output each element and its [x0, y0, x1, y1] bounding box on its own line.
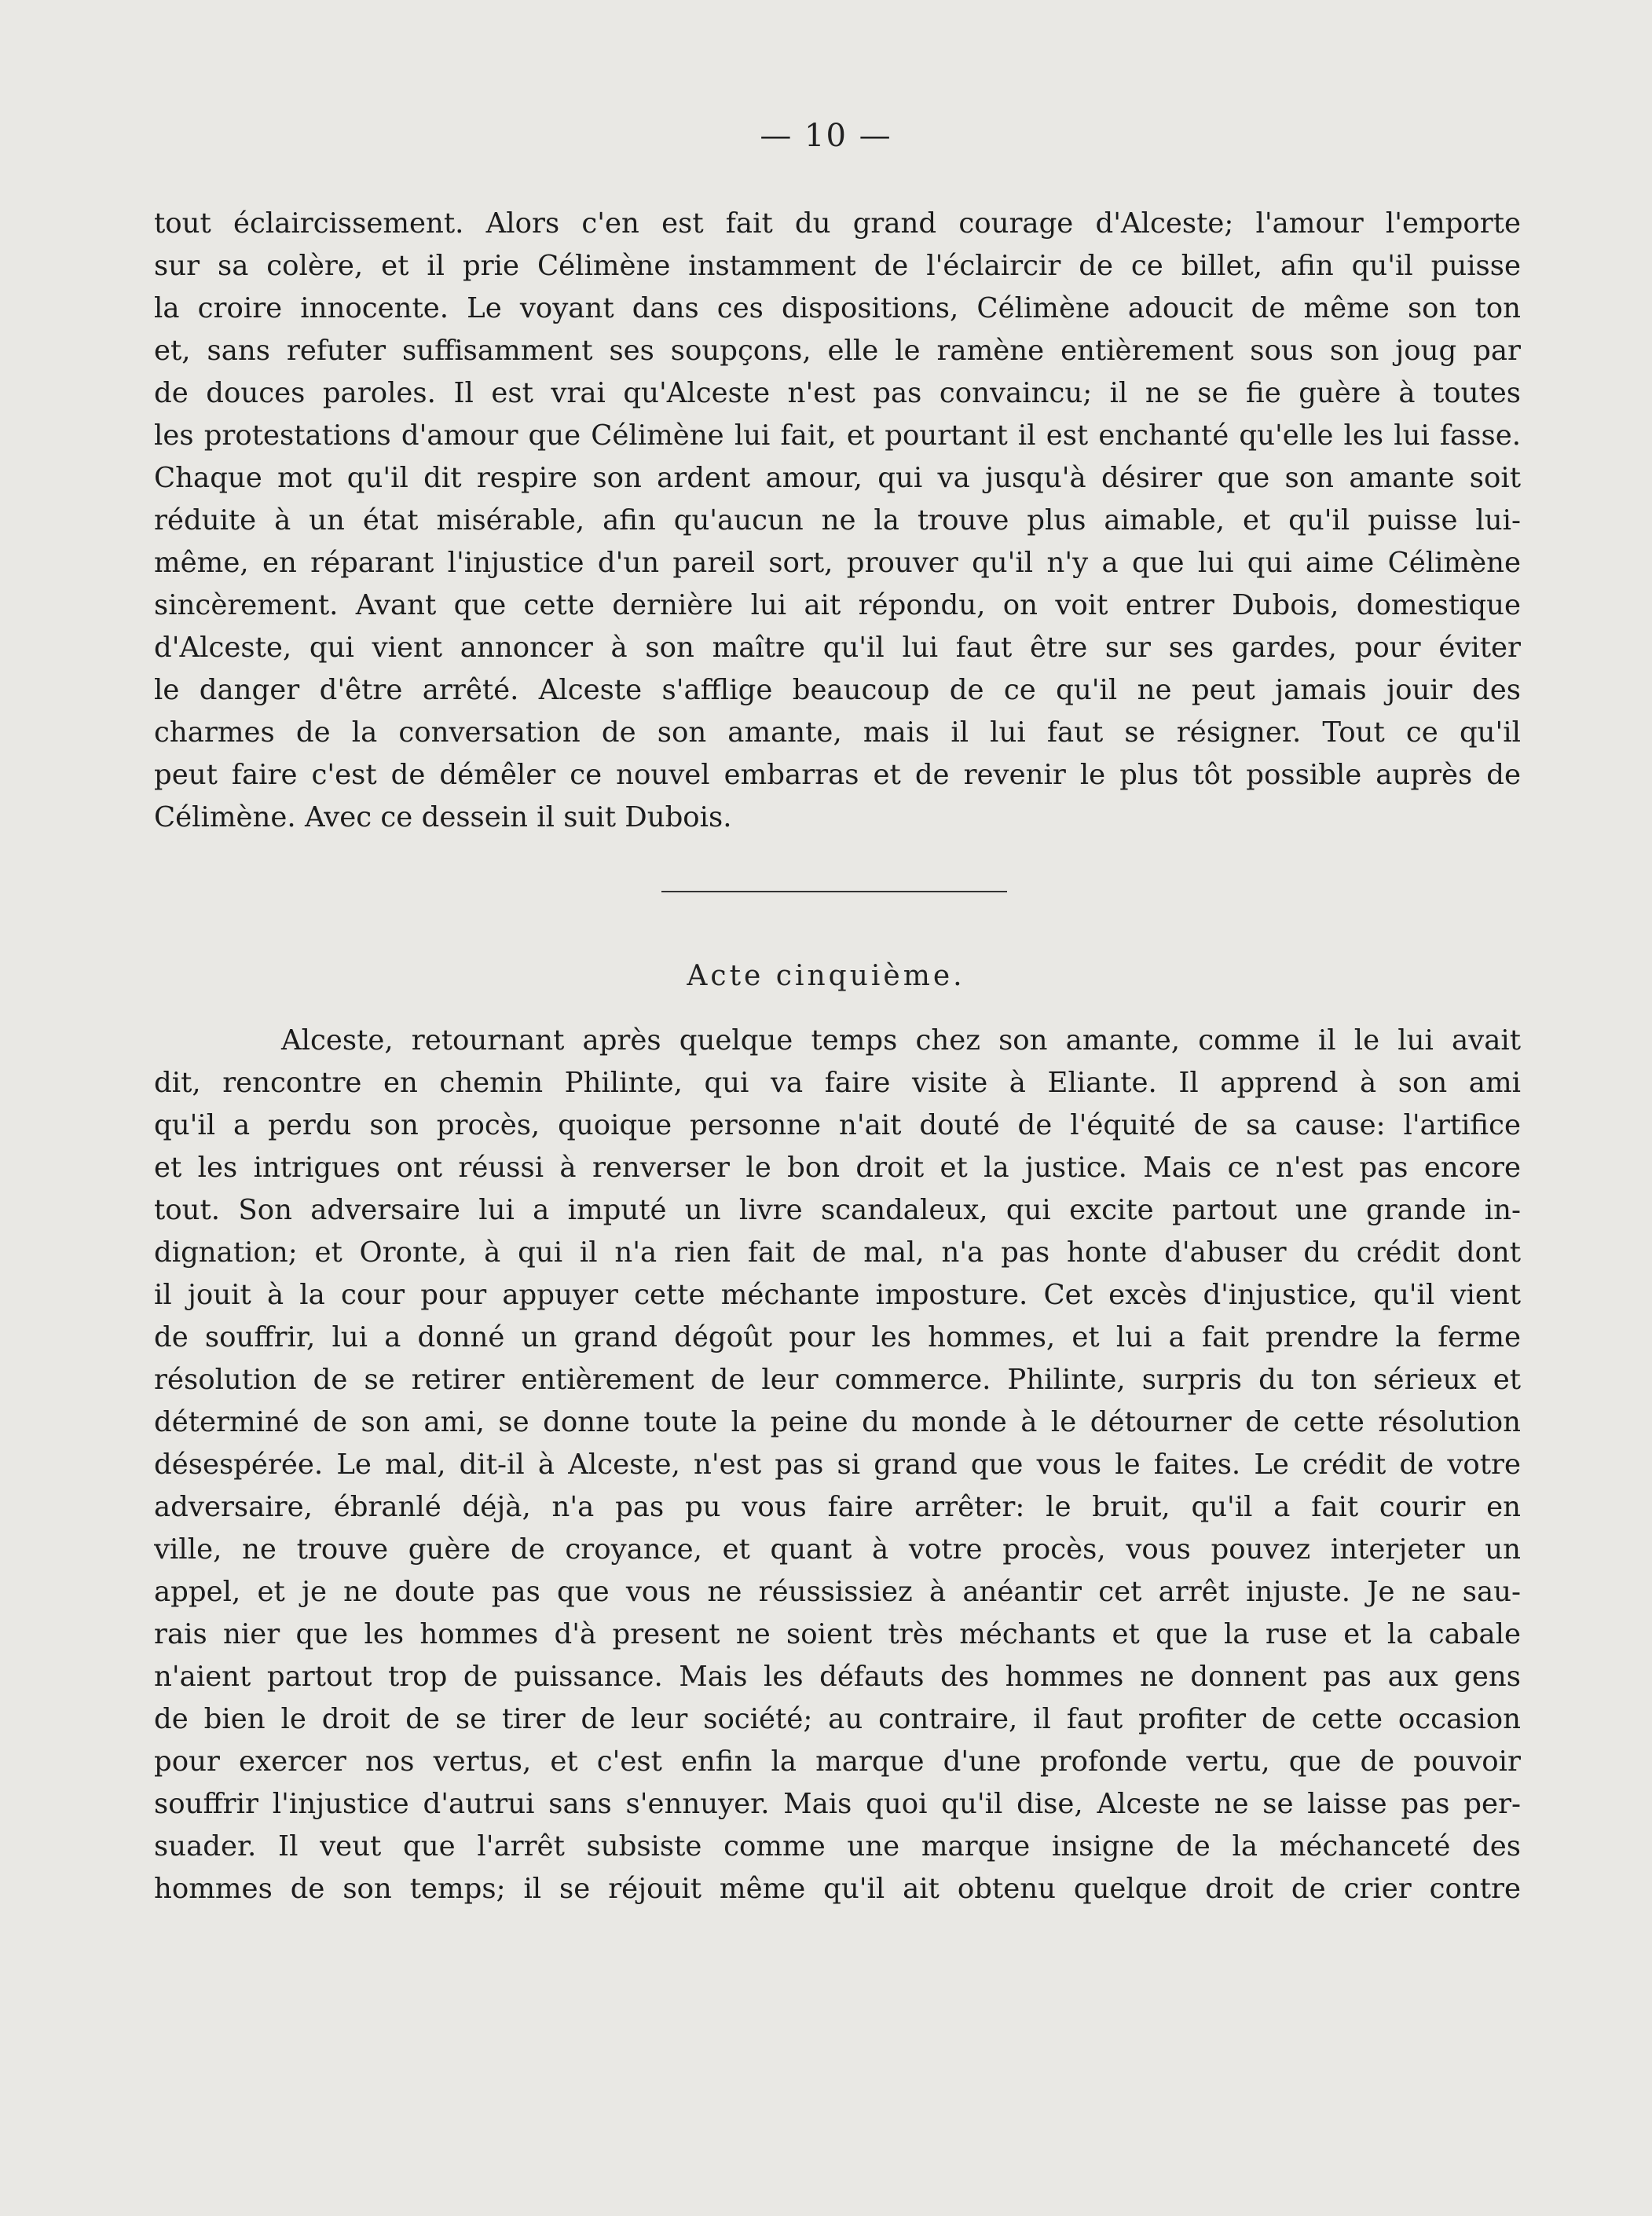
text-line: sur sa colère, et il prie Célimène instamment de l'éclaircir de ce billet, afin qu'il puisse	[154, 250, 1521, 282]
text-line: désespérée. Le mal, dit-il à Alceste, n'est pas si grand que vous le faites. Le crédit de votre	[154, 1449, 1521, 1481]
text-line: de bien le droit de se tirer de leur société; au contraire, il faut profiter de cette occasion	[154, 1703, 1521, 1735]
text-line: qu'il a perdu son procès, quoique personne n'ait douté de l'équité de sa cause: l'artifice	[154, 1109, 1521, 1141]
text-line: souffrir l'injustice d'autrui sans s'ennuyer. Mais quoi qu'il dise, Alceste ne se laisse pas per-	[154, 1788, 1521, 1820]
text-line: suader. Il veut que l'arrêt subsiste comme une marque insigne de la méchanceté des	[154, 1830, 1521, 1863]
text-line: même, en réparant l'injustice d'un pareil sort, prouver qu'il n'y a que lui qui aime Célimène	[154, 547, 1521, 579]
text-line: dignation; et Oronte, à qui il n'a rien fait de mal, n'a pas honte d'abuser du crédit dont	[154, 1236, 1521, 1269]
text-line: réduite à un état misérable, afin qu'aucun ne la trouve plus aimable, et qu'il puisse lui-	[154, 504, 1521, 537]
text-line: il jouit à la cour pour appuyer cette méchante imposture. Cet excès d'injustice, qu'il vient	[154, 1279, 1521, 1311]
text-line: de souffrir, lui a donné un grand dégoût pour les hommes, et lui a fait prendre la ferme	[154, 1321, 1521, 1353]
text-line: de douces paroles. Il est vrai qu'Alceste n'est pas convaincu; il ne se fie guère à toutes	[154, 377, 1521, 409]
text-line: adversaire, ébranlé déjà, n'a pas pu vous faire arrêter: le bruit, qu'il a fait courir en	[154, 1491, 1521, 1523]
text-line: tout éclaircissement. Alors c'en est fait du grand courage d'Alceste; l'amour l'emporte	[154, 207, 1521, 240]
text-line: Chaque mot qu'il dit respire son ardent amour, qui va jusqu'à désirer que son amante soit	[154, 462, 1521, 494]
text-line: pour exercer nos vertus, et c'est enfin la marque d'une profonde vertu, que de pouvoir	[154, 1745, 1521, 1778]
text-line: rais nier que les hommes d'à present ne soient très méchants et que la ruse et la cabale	[154, 1618, 1521, 1650]
text-line: les protestations d'amour que Célimène lui fait, et pourtant il est enchanté qu'elle les lui fasse.	[154, 419, 1521, 452]
text-line: Célimène. Avec ce dessein il suit Dubois.	[154, 801, 732, 833]
paragraph-act-four-end	[154, 203, 1521, 839]
text-line: dit, rencontre en chemin Philinte, qui va faire visite à Eliante. Il apprend à son ami	[154, 1067, 1521, 1099]
text-line: et les intrigues ont réussi à renverser le bon droit et la justice. Mais ce n'est pas encore	[154, 1152, 1521, 1184]
text-line: déterminé de son ami, se donne toute la peine du monde à le détourner de cette résolution	[154, 1406, 1521, 1438]
page-number: — 10 —	[760, 118, 892, 154]
text-line: sincèrement. Avant que cette dernière lui ait répondu, on voit entrer Dubois, domestique	[154, 589, 1521, 621]
text-line: peut faire c'est de démêler ce nouvel embarras et de revenir le plus tôt possible auprès de	[154, 759, 1521, 791]
text-line: et, sans refuter suffisamment ses soupçons, elle le ramène entièrement sous son joug par	[154, 335, 1521, 367]
text-line: charmes de la conversation de son amante, mais il lui faut se résigner. Tout ce qu'il	[154, 716, 1521, 749]
text-line: le danger d'être arrêté. Alceste s'afflige beaucoup de ce qu'il ne peut jamais jouir des	[154, 674, 1521, 706]
text-line: n'aient partout trop de puissance. Mais les défauts des hommes ne donnent pas aux gens	[154, 1661, 1521, 1693]
text-line: Alceste, retournant après quelque temps chez son amante, comme il le lui avait	[281, 1024, 1521, 1057]
text-line: tout. Son adversaire lui a imputé un livre scandaleux, qui excite partout une grande in-	[154, 1194, 1521, 1226]
text-line: ville, ne trouve guère de croyance, et quant à votre procès, vous pouvez interjeter un	[154, 1533, 1521, 1566]
text-line: hommes de son temps; il se réjouit même qu'il ait obtenu quelque droit de crier contre	[154, 1873, 1521, 1905]
text-line: résolution de se retirer entièrement de leur commerce. Philinte, surpris du ton sérieux et	[154, 1364, 1521, 1396]
text-line: appel, et je ne doute pas que vous ne réussissiez à anéantir cet arrêt injuste. Je ne sau-	[154, 1576, 1521, 1608]
text-line: la croire innocente. Le voyant dans ces dispositions, Célimène adoucit de même son ton	[154, 292, 1521, 324]
paragraph-act-five	[154, 1020, 1521, 1910]
section-divider	[661, 891, 1007, 892]
section-heading: Acte cinquième.	[687, 960, 965, 992]
text-line: d'Alceste, qui vient annoncer à son maître qu'il lui faut être sur ses gardes, pour éviter	[154, 632, 1521, 664]
